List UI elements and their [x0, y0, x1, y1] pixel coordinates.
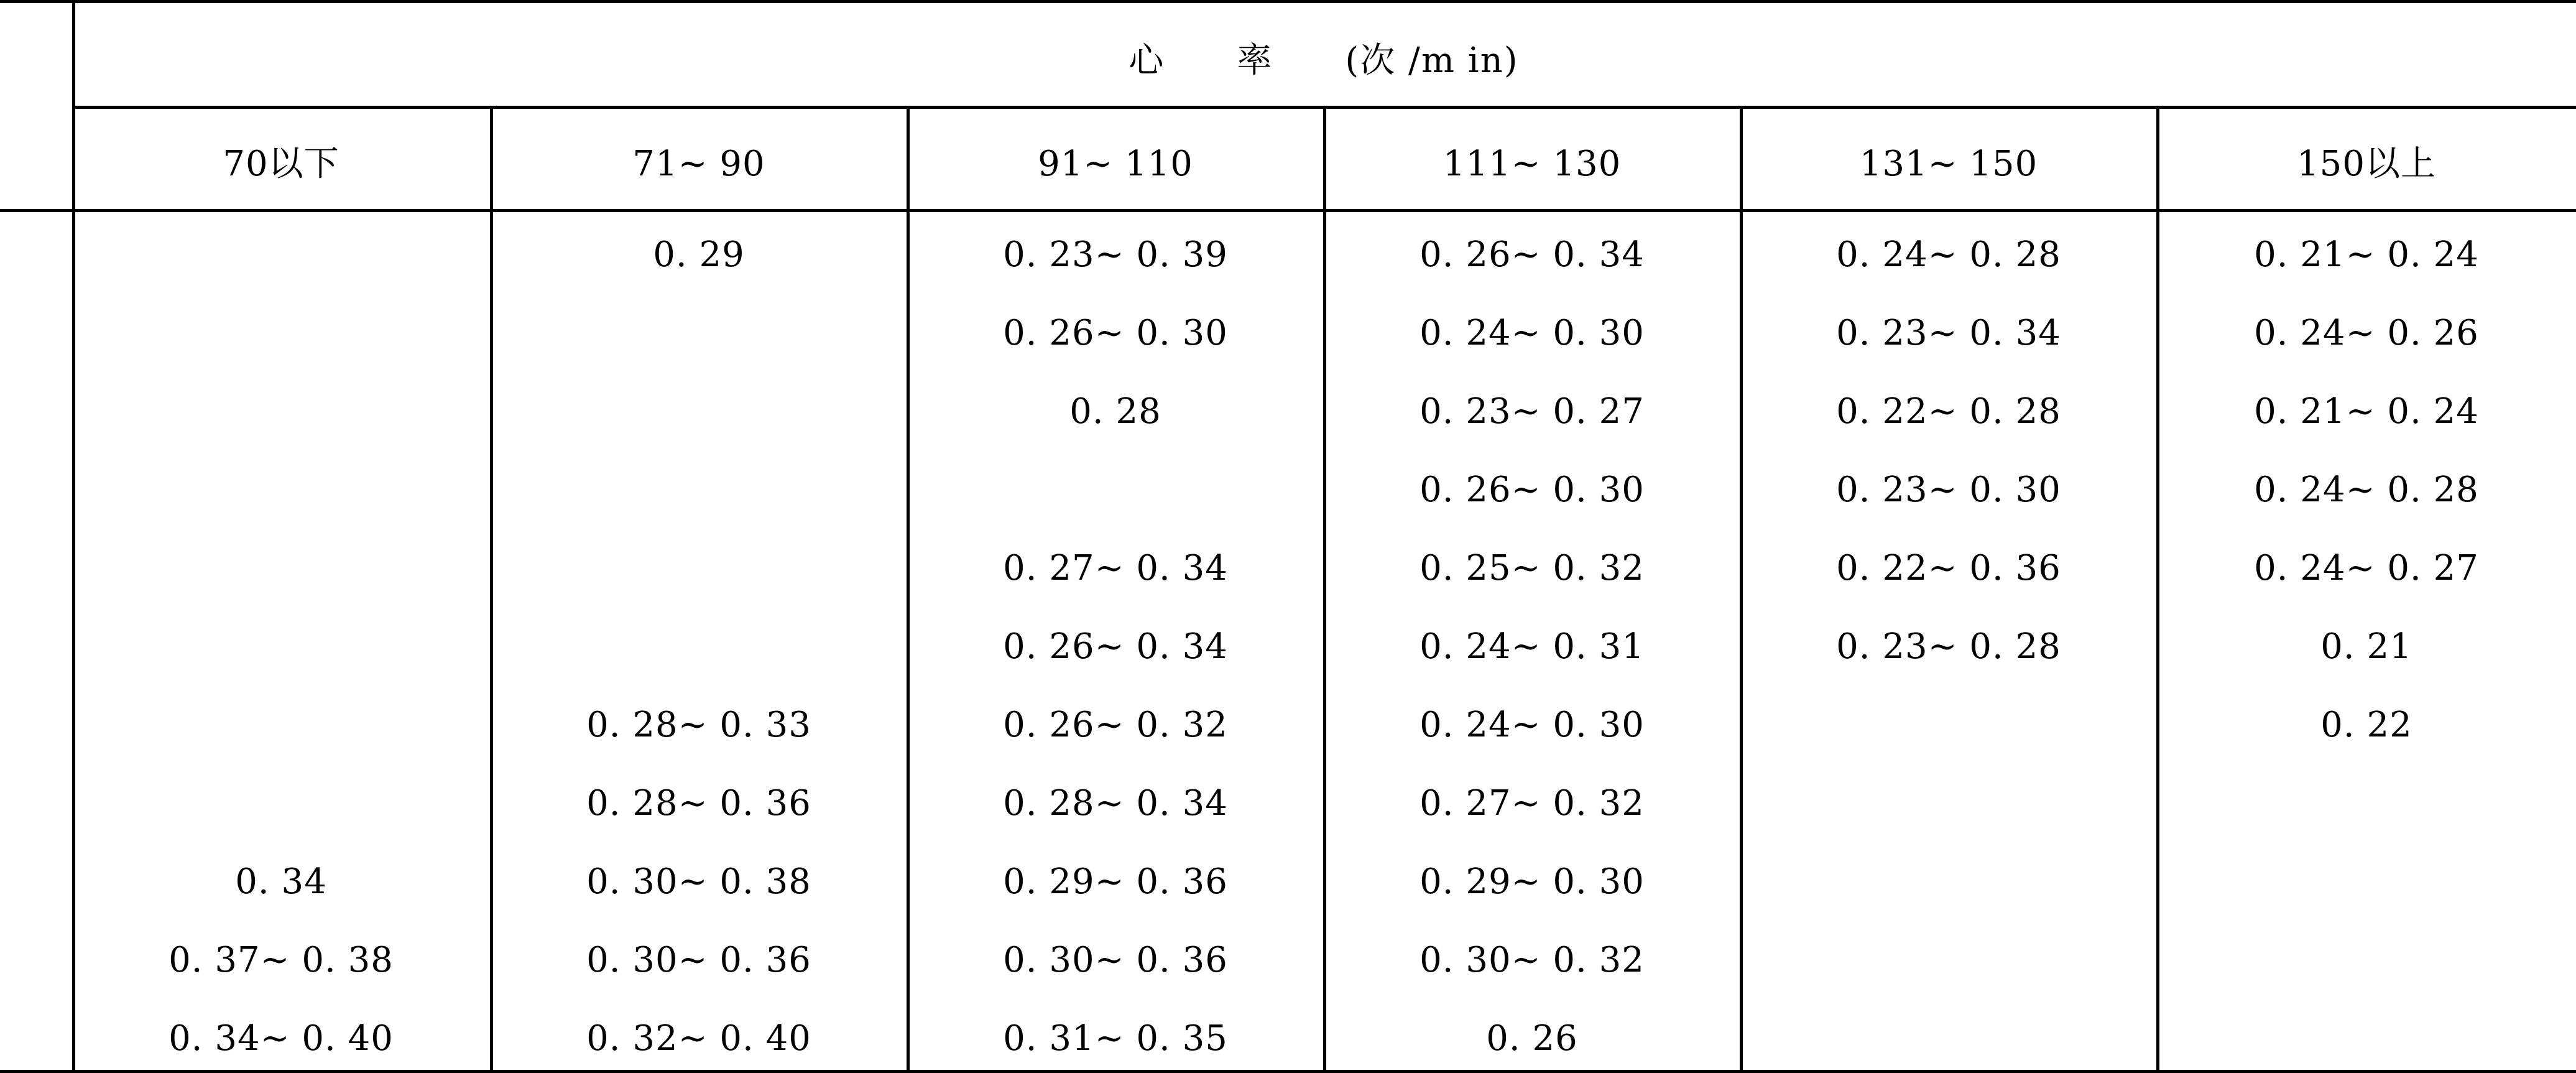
table-cell: 0. 34~ 0. 40	[169, 1018, 394, 1059]
table-cell: 0. 22~ 0. 28	[1836, 391, 2061, 432]
table-cell: 0. 37~ 0. 38	[169, 940, 394, 980]
table-cell: 0. 23~ 0. 27	[1420, 391, 1645, 432]
column-header: 150以上	[2297, 144, 2436, 184]
table-cell: 0. 22	[2320, 705, 2412, 745]
column-header: 91~ 110	[1038, 144, 1193, 184]
column-header: 131~ 150	[1859, 144, 2038, 184]
table-cell: 0. 28~ 0. 33	[586, 705, 811, 745]
table-cell: 0. 28~ 0. 36	[586, 783, 811, 824]
table-header-title: 心 率 (次 /m in)	[1129, 40, 1519, 81]
table-bottom-border	[0, 1070, 2576, 1073]
table-cell: 0. 23~ 0. 39	[1003, 235, 1228, 275]
table-cell: 0. 24~ 0. 30	[1420, 313, 1645, 353]
table-left-stub-border	[72, 0, 75, 1073]
table-cell: 0. 25~ 0. 32	[1420, 548, 1645, 588]
table-cell: 0. 23~ 0. 34	[1836, 313, 2061, 353]
table-cell: 0. 23~ 0. 28	[1836, 626, 2061, 667]
table-cell: 0. 24~ 0. 28	[2254, 470, 2479, 510]
table-cell: 0. 22~ 0. 36	[1836, 548, 2061, 588]
column-header: 71~ 90	[632, 144, 765, 184]
table-cell: 0. 31~ 0. 35	[1003, 1018, 1228, 1059]
table-cell: 0. 29~ 0. 36	[1003, 862, 1228, 902]
table-cell: 0. 28~ 0. 34	[1003, 783, 1228, 824]
table-cell: 0. 30~ 0. 32	[1420, 940, 1645, 980]
table-cell: 0. 21~ 0. 24	[2254, 235, 2479, 275]
table-cell: 0. 32~ 0. 40	[586, 1018, 811, 1059]
table-cell: 0. 27~ 0. 32	[1420, 783, 1645, 824]
table-cell: 0. 21	[2320, 626, 2412, 667]
table-cell: 0. 26~ 0. 30	[1003, 313, 1228, 353]
column-header: 111~ 130	[1443, 144, 1622, 184]
column-header: 70以下	[223, 144, 339, 184]
table-cell: 0. 24~ 0. 26	[2254, 313, 2479, 353]
table-cell: 0. 24~ 0. 31	[1420, 626, 1645, 667]
table-cell: 0. 26~ 0. 30	[1420, 470, 1645, 510]
table-cell: 0. 21~ 0. 24	[2254, 391, 2479, 432]
column-divider	[490, 106, 493, 1073]
table-cell: 0. 23~ 0. 30	[1836, 470, 2061, 510]
table-cell: 0. 29~ 0. 30	[1420, 862, 1645, 902]
body-separator	[0, 209, 2576, 212]
table-cell: 0. 26~ 0. 34	[1420, 235, 1645, 275]
table-cell: 0. 30~ 0. 36	[586, 940, 811, 980]
table-cell: 0. 26~ 0. 34	[1003, 626, 1228, 667]
table-cell: 0. 24~ 0. 30	[1420, 705, 1645, 745]
table-top-border	[0, 0, 2576, 3]
table-cell: 0. 29	[653, 235, 745, 275]
table-cell: 0. 26	[1486, 1018, 1578, 1059]
table-cell: 0. 28	[1069, 391, 1161, 432]
table-cell: 0. 26~ 0. 32	[1003, 705, 1228, 745]
table-cell: 0. 24~ 0. 27	[2254, 548, 2479, 588]
table-cell: 0. 30~ 0. 38	[586, 862, 811, 902]
column-divider	[2156, 106, 2159, 1073]
column-divider	[907, 106, 910, 1073]
table-cell: 0. 34	[235, 862, 327, 902]
column-divider	[1323, 106, 1326, 1073]
table-cell: 0. 27~ 0. 34	[1003, 548, 1228, 588]
table-cell: 0. 24~ 0. 28	[1836, 235, 2061, 275]
table-cell: 0. 30~ 0. 36	[1003, 940, 1228, 980]
column-divider	[1740, 106, 1743, 1073]
